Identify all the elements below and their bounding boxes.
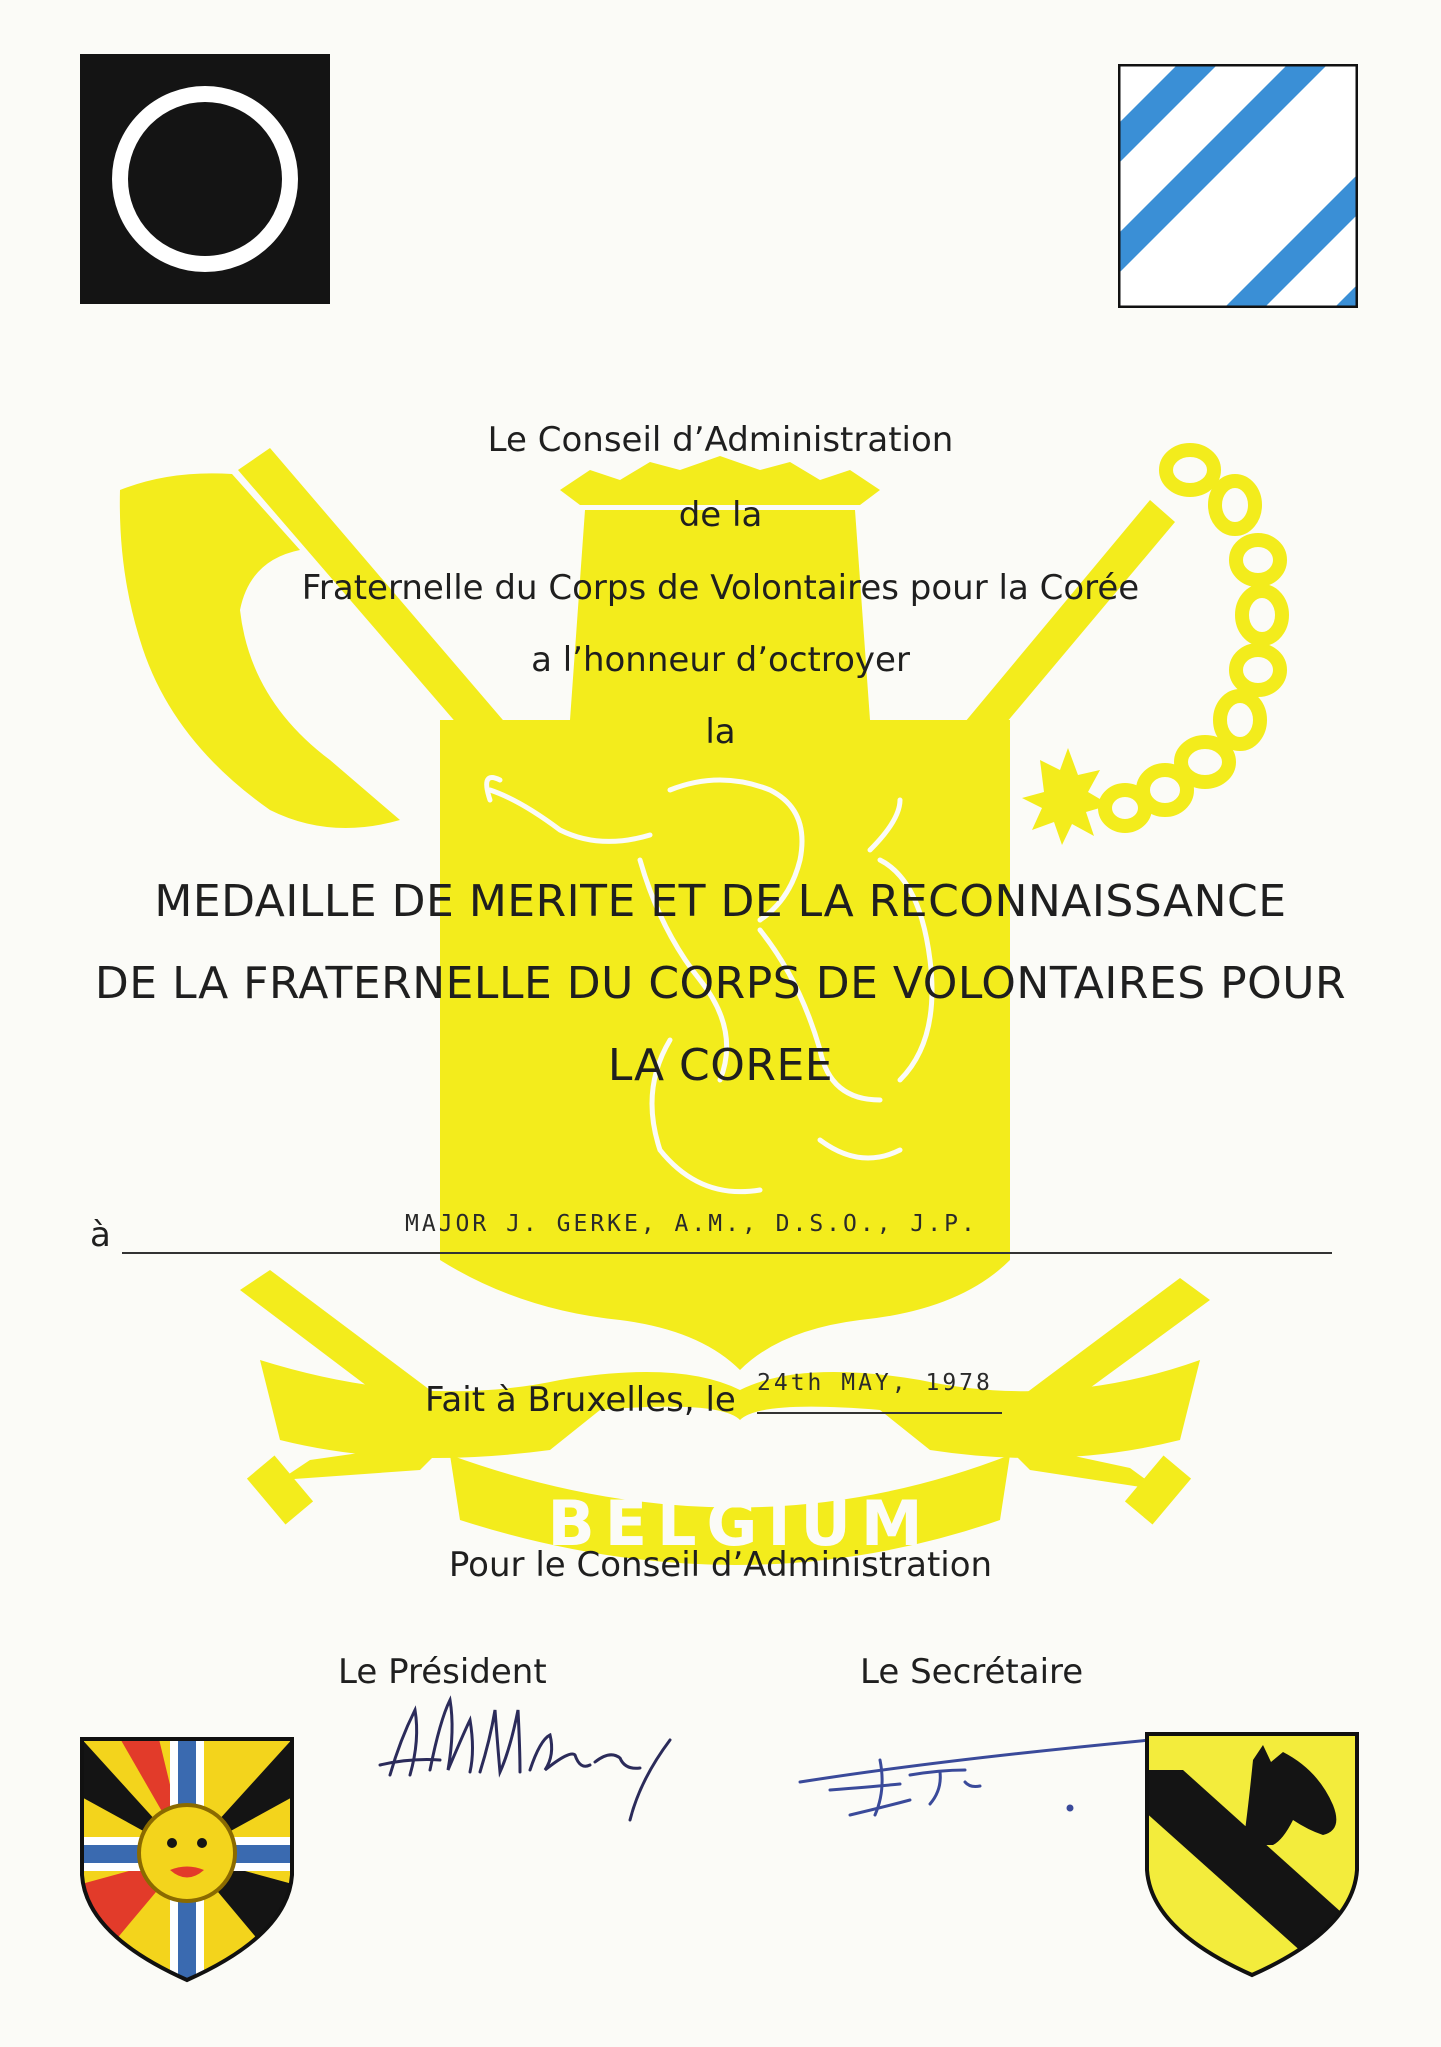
president-signature (370, 1680, 700, 1830)
recipient-name: MAJOR J. GERKE, A.M., D.S.O., J.P. (405, 1211, 978, 1237)
date-value: 24th MAY, 1978 (757, 1370, 993, 1396)
president-label: Le Président (338, 1652, 547, 1692)
medal-title-line-2: DE LA FRATERNELLE DU CORPS DE VOLONTAIRES POUR (94, 958, 1347, 1009)
secretary-label: Le Secrétaire (860, 1652, 1084, 1692)
blue-diagonal-stripes-insignia (1118, 64, 1358, 308)
header-line-2: de la (678, 495, 763, 535)
date-rule (757, 1412, 1002, 1414)
belgium-banner-text: BELGIUM (547, 1487, 933, 1560)
medal-title-line-3: LA COREE (607, 1040, 834, 1091)
recipient-prefix: à (90, 1215, 111, 1255)
medal-title-line-1: MEDAILLE DE MERITE ET DE LA RECONNAISSANCE (154, 876, 1287, 927)
horse-head-shield-insignia (1143, 1730, 1361, 1980)
header-line-1: Le Conseil d’Administration (487, 420, 954, 460)
header-line-5: la (705, 712, 736, 752)
secretary-signature (790, 1720, 1170, 1830)
white-ring-insignia (80, 54, 330, 304)
lion-cross-shield-insignia (78, 1735, 296, 1985)
recipient-rule (122, 1252, 1332, 1254)
date-label: Fait à Bruxelles, le (425, 1380, 736, 1420)
council-line: Pour le Conseil d’Administration (448, 1545, 993, 1585)
header-line-3: Fraternelle du Corps de Volontaires pour la Corée (301, 568, 1140, 608)
header-line-4: a l’honneur d’octroyer (531, 640, 910, 680)
